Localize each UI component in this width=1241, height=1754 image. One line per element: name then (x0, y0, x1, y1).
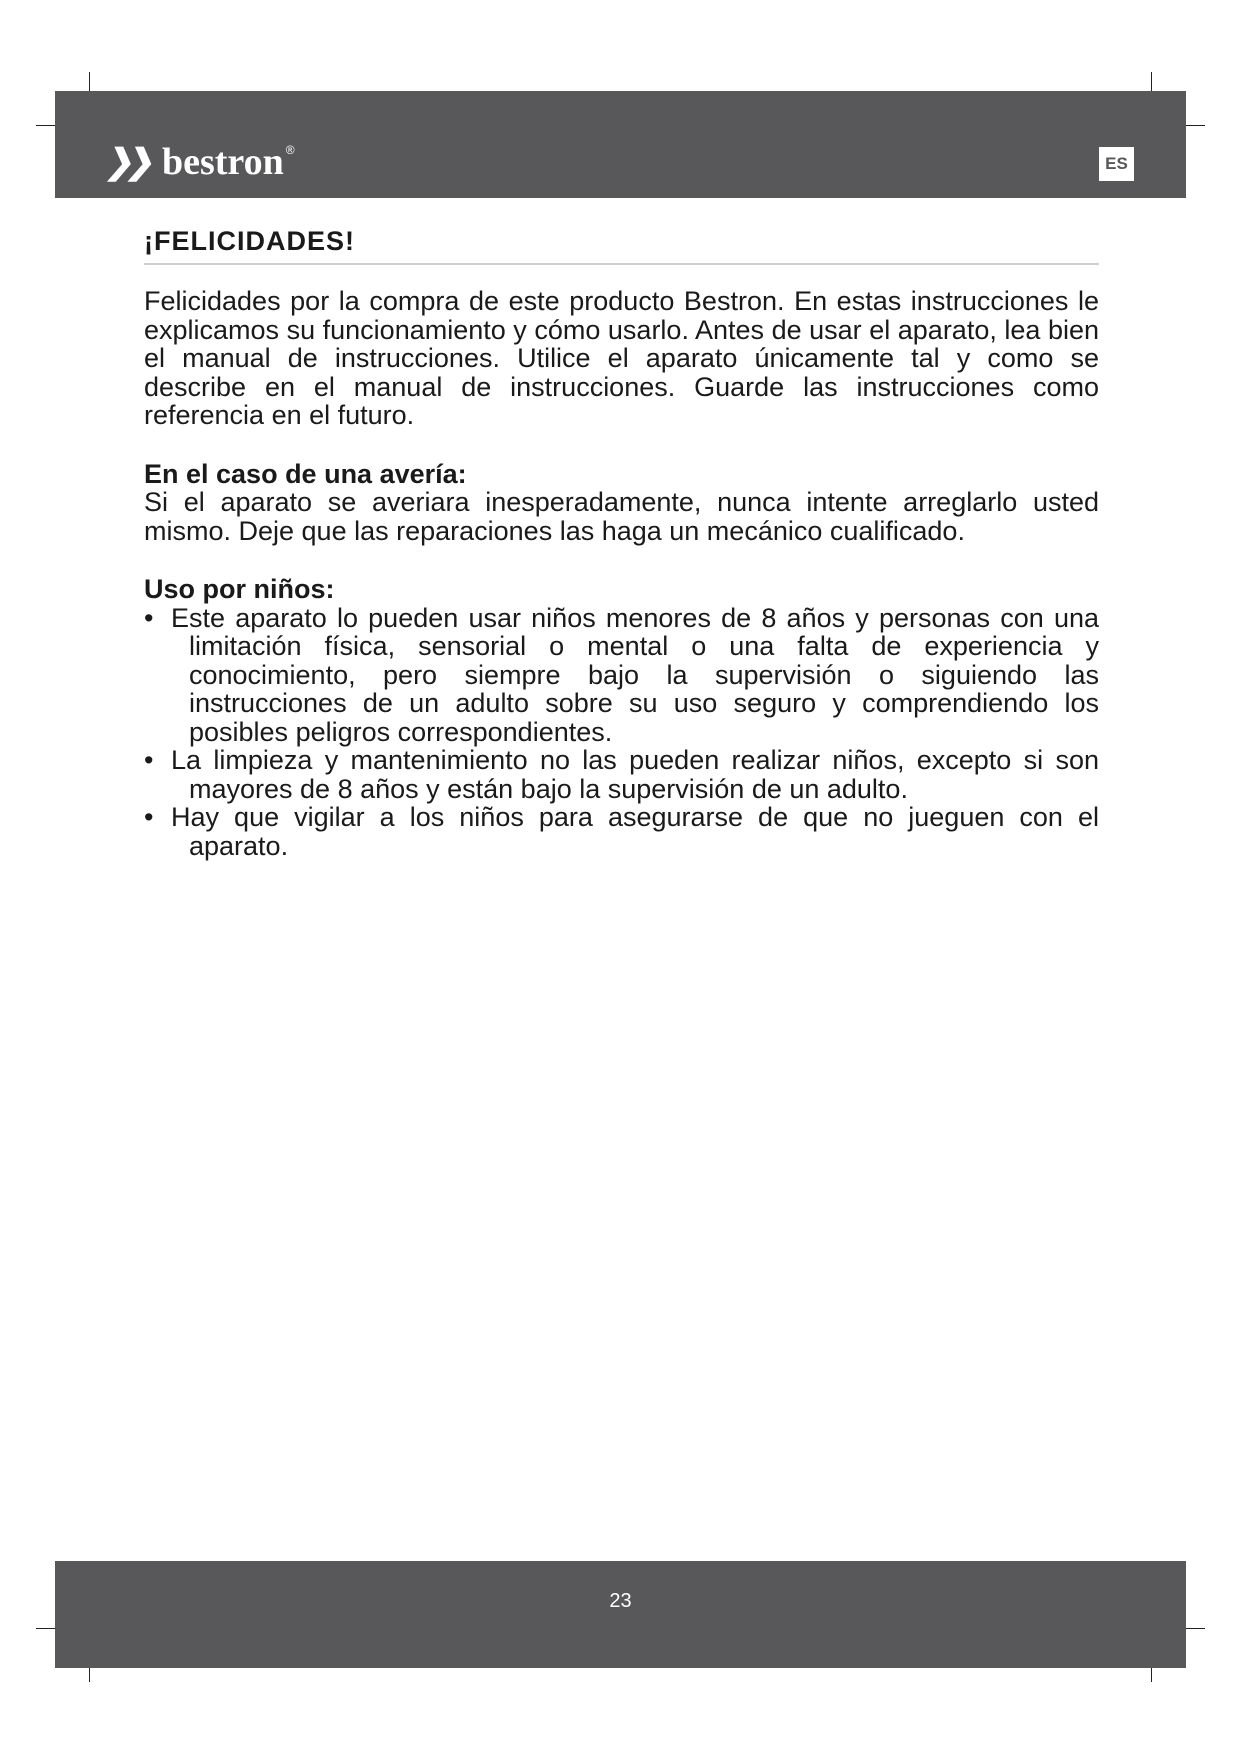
page-number: 23 (609, 1590, 632, 1612)
breakdown-heading: En el caso de una avería: (144, 458, 467, 489)
brand-wordmark: bestron (161, 141, 284, 183)
bullet-icon: • (144, 602, 154, 633)
brand-logo (102, 139, 295, 185)
list-item-text: Este aparato lo pueden usar niños menores de 8 años y personas con una limitación física, sensorial o mental o una falta de experiencia y conocimiento, pero siempre bajo la supervisión o siguiendo las instrucciones de un adulto sobre su uso seguro y comprendiendo los posibles peligros correspondientes. (171, 602, 1099, 747)
language-badge: ES (1099, 147, 1134, 181)
chevron-logo-icon: ❯❯ (102, 143, 153, 181)
list-item (144, 604, 1099, 747)
bullet-icon: • (144, 802, 154, 832)
list-item-text: La limpieza y mantenimiento no las pueden realizar niños, excepto si son mayores de 8 años y están bajo la supervisión de un adulto. (171, 745, 1099, 804)
list-item (144, 746, 1099, 803)
page-title: ¡FELICIDADES! (144, 226, 1099, 265)
bullet-icon: • (144, 745, 154, 775)
footer-band (55, 1561, 1186, 1668)
breakdown-paragraph: Si el aparato se averiara inesperadamente, nunca intente arreglarlo usted mismo. Deje que las reparaciones las haga un mecánico cualificado. (144, 487, 1099, 546)
intro-paragraph: Felicidades por la compra de este producto Bestron. En estas instrucciones le explicamos su funcionamiento y cómo usarlo. Antes de usar el aparato, lea bien el manual de instrucciones. Utilice el aparato únicamente tal y como se describe en el manual de instrucciones. Guarde las instrucciones como referencia en el futuro. (144, 286, 1099, 430)
list-item (144, 803, 1099, 860)
children-heading: Uso por niños: (144, 574, 335, 604)
list-item-text: Hay que vigilar a los niños para asegurarse de que no jueguen con el aparato. (171, 802, 1099, 861)
registered-mark: ® (285, 143, 295, 157)
page-content (144, 226, 1099, 860)
children-list (144, 604, 1099, 861)
